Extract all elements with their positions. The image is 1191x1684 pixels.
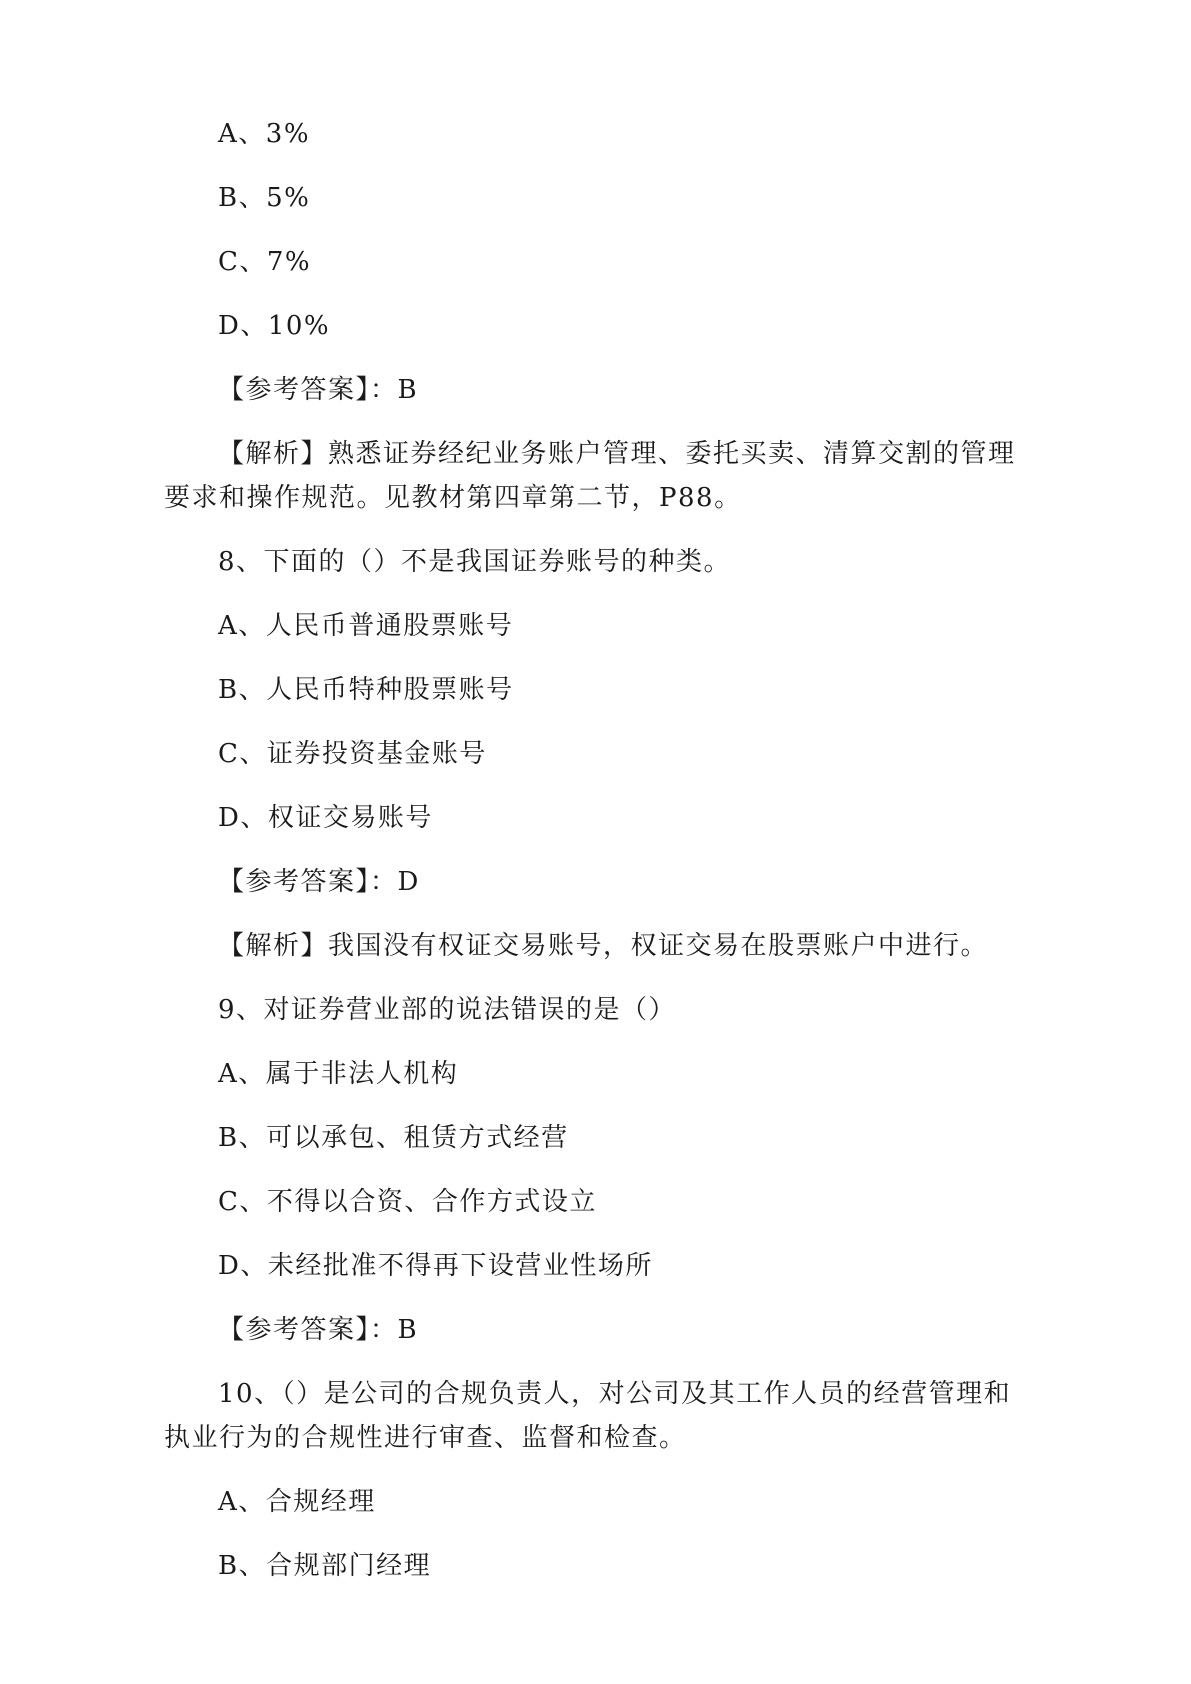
question-10: 10、（）是公司的合规负责人，对公司及其工作人员的经营管理和 <box>218 1379 1012 1409</box>
analysis-text-continued: 要求和操作规范。见教材第四章第二节，P88。 <box>164 483 742 513</box>
question-8: 8、下面的（）不是我国证券账号的种类。 <box>218 547 732 577</box>
option-c: C、不得以合资、合作方式设立 <box>218 1187 597 1217</box>
option-b: B、可以承包、租赁方式经营 <box>218 1123 569 1153</box>
option-a: A、属于非法人机构 <box>218 1059 459 1089</box>
option-b: B、合规部门经理 <box>218 1551 432 1581</box>
option-b: B、5% <box>218 183 311 213</box>
option-d: D、10% <box>218 311 331 341</box>
option-c: C、证券投资基金账号 <box>218 739 487 769</box>
option-c: C、7% <box>218 247 312 277</box>
option-d: D、权证交易账号 <box>218 803 433 833</box>
option-a: A、人民币普通股票账号 <box>218 611 514 641</box>
reference-answer: 【参考答案】：B <box>218 1315 419 1345</box>
option-b: B、人民币特种股票账号 <box>218 675 514 705</box>
reference-answer: 【参考答案】：D <box>218 867 420 897</box>
option-a: A、3% <box>218 119 311 149</box>
reference-answer: 【参考答案】：B <box>218 375 419 405</box>
question-9: 9、对证券营业部的说法错误的是（） <box>218 995 677 1025</box>
analysis-text: 【解析】熟悉证券经纪业务账户管理、委托买卖、清算交割的管理 <box>218 439 1016 469</box>
analysis-text: 【解析】我国没有权证交易账号，权证交易在股票账户中进行。 <box>218 931 989 961</box>
option-a: A、合规经理 <box>218 1487 376 1517</box>
option-d: D、未经批准不得再下设营业性场所 <box>218 1251 653 1281</box>
question-10-continued: 执业行为的合规性进行审查、监督和检查。 <box>164 1423 687 1453</box>
